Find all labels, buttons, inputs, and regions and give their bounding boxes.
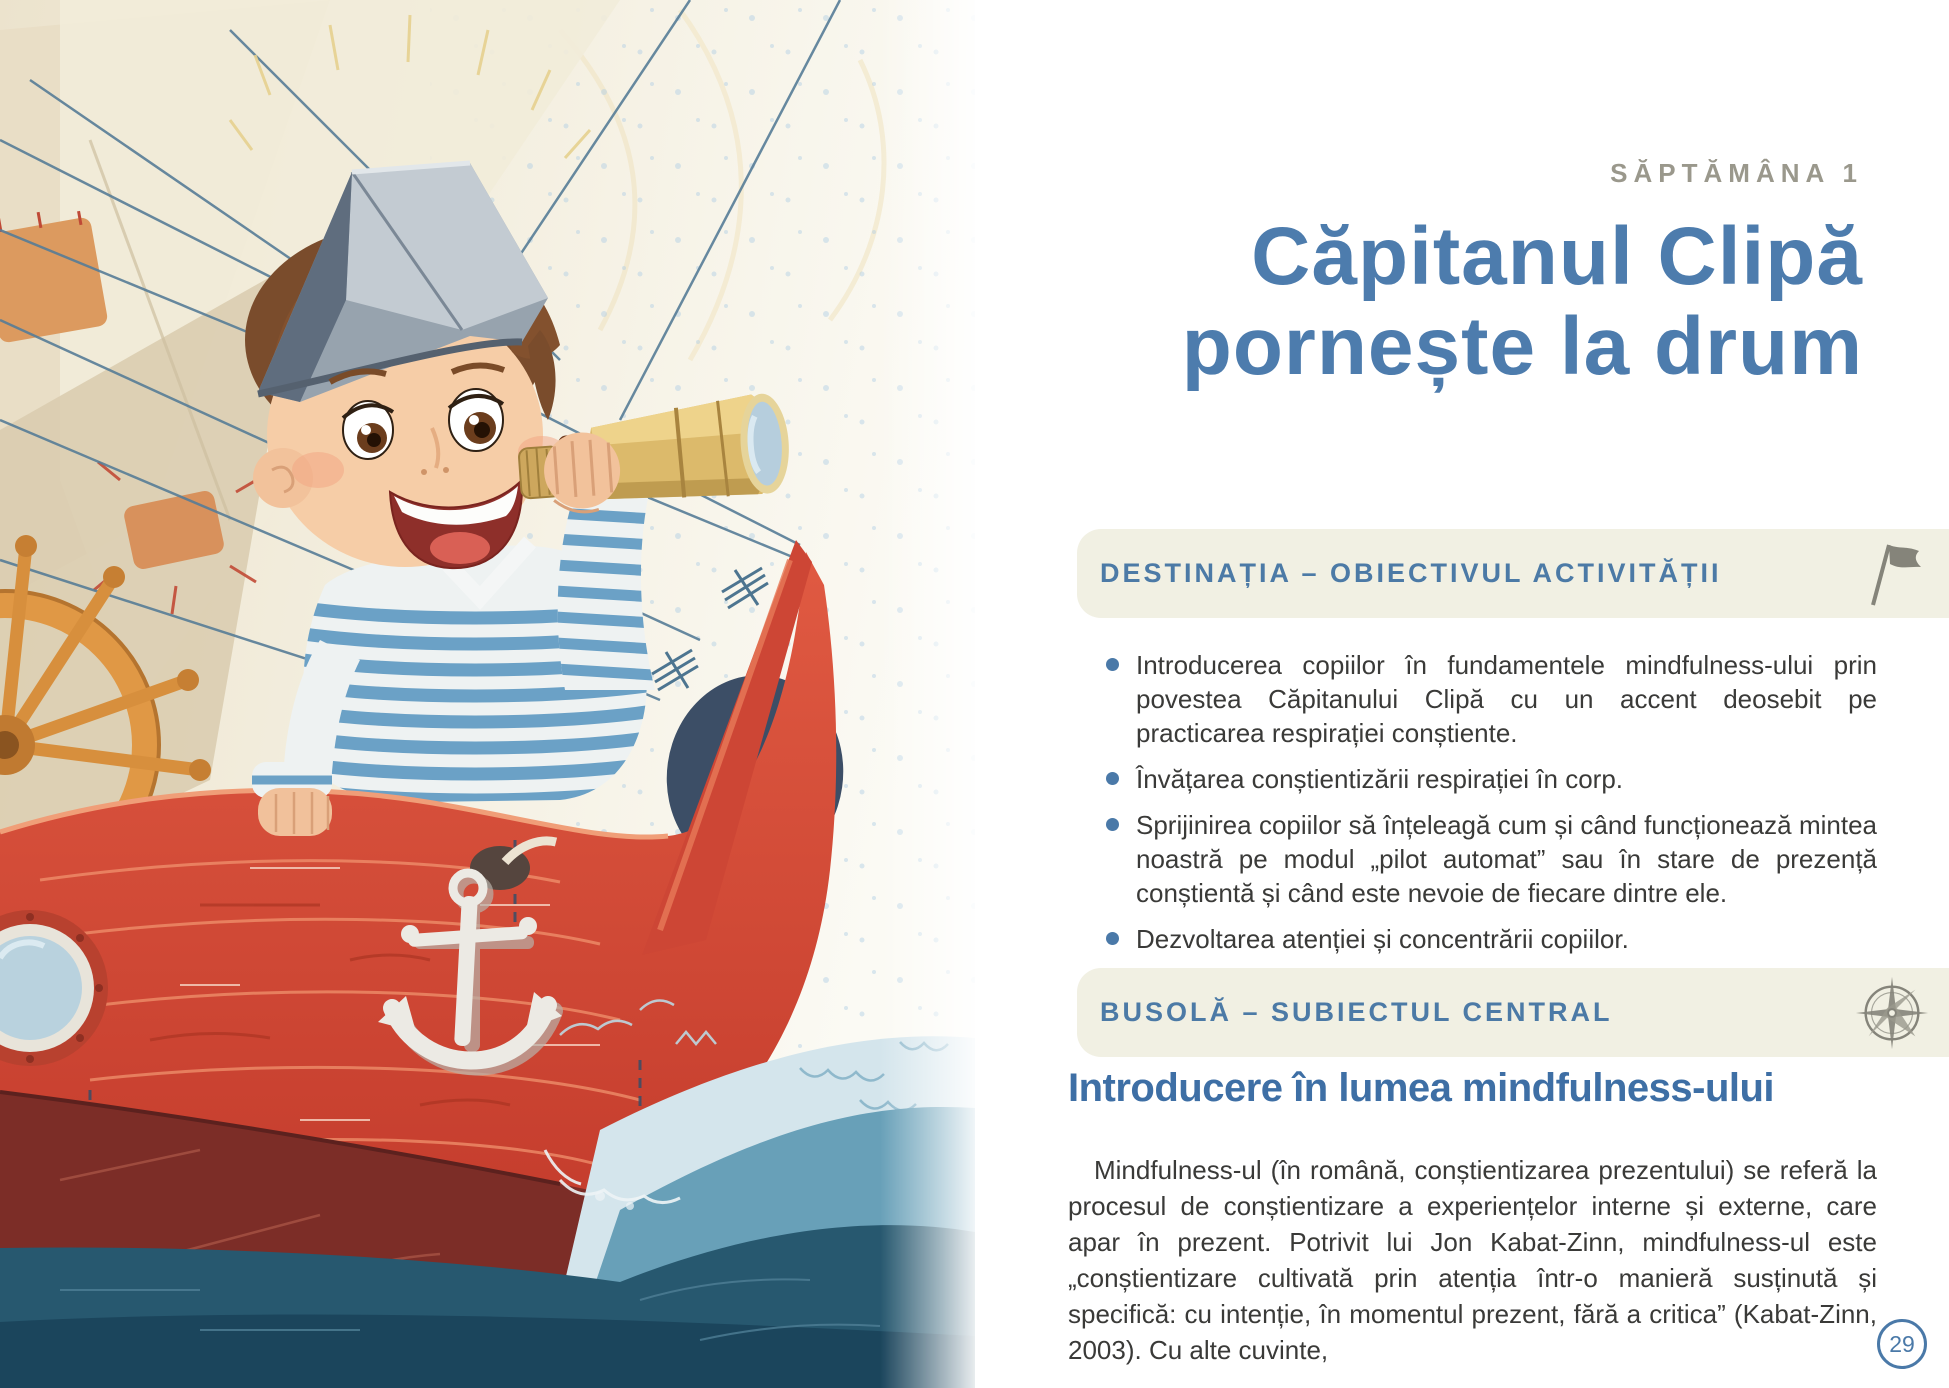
bullet-dot-icon: [1106, 772, 1119, 785]
list-item: [1106, 648, 1877, 750]
bullet-dot-icon: [1106, 932, 1119, 945]
bullet-text: Învățarea conștientizării respirației în corp.: [1136, 764, 1624, 794]
bullet-dot-icon: [1106, 658, 1119, 671]
page-title-line1: Căpitanul Clipă: [1251, 211, 1863, 302]
list-item: [1106, 922, 1877, 956]
page-number-badge: [1877, 1319, 1927, 1369]
objectives-list: [1106, 648, 1877, 968]
hand-on-hull: [252, 762, 332, 836]
list-item: [1106, 762, 1877, 796]
week-kicker: SĂPTĂMÂNA 1: [1610, 158, 1863, 188]
page-title: [1182, 212, 1863, 392]
bullet-text: Introducerea copiilor în fundamentele mindfulness-ului prin povestea Căpitanului Clipă cu un accent deosebit pe practicarea respirației conștiente.: [1136, 650, 1877, 748]
bullet-dot-icon: [1106, 818, 1119, 831]
subheading: Introducere în lumea mindfulness-ului: [1068, 1066, 1775, 1110]
section-header-destination: [1077, 529, 1949, 618]
page-title-line2: pornește la drum: [1181, 301, 1863, 392]
list-item: [1106, 808, 1877, 910]
flag-icon: [1853, 535, 1931, 613]
bullet-text: Sprijinirea copiilor să înțeleagă cum și când funcționează mintea noastră pe modul „pilot automat” sau în stare de prezență conștientă și când este nevoie de fiecare dintre ele.: [1136, 810, 1877, 908]
bullet-text: Dezvoltarea atenției și concentrării copiilor.: [1136, 924, 1629, 954]
section-header-label: DESTINAȚIA – OBIECTIVUL ACTIVITĂȚII: [1100, 558, 1722, 588]
section-header-label: BUSOLĂ – SUBIECTUL CENTRAL: [1100, 997, 1613, 1027]
section-header-compass: [1077, 968, 1949, 1057]
page-number: 29: [1889, 1330, 1915, 1357]
body-paragraph: Mindfulness-ul (în română, conștientizarea prezentului) se referă la procesul de conștientizare a experiențelor interne și externe, care apar în prezent. Potrivit lui Jon Kabat-Zinn, mindfulness-ul este „conștientizare cultivată prin atenția într-o manieră susținută și specifică: cu intenție, în momentul prezent, fără a critica” (Kabat-Zinn, 2003). Cu alte cuvinte,: [1068, 1155, 1877, 1365]
compass-icon: [1853, 974, 1931, 1052]
edge-fade: [880, 0, 975, 1388]
